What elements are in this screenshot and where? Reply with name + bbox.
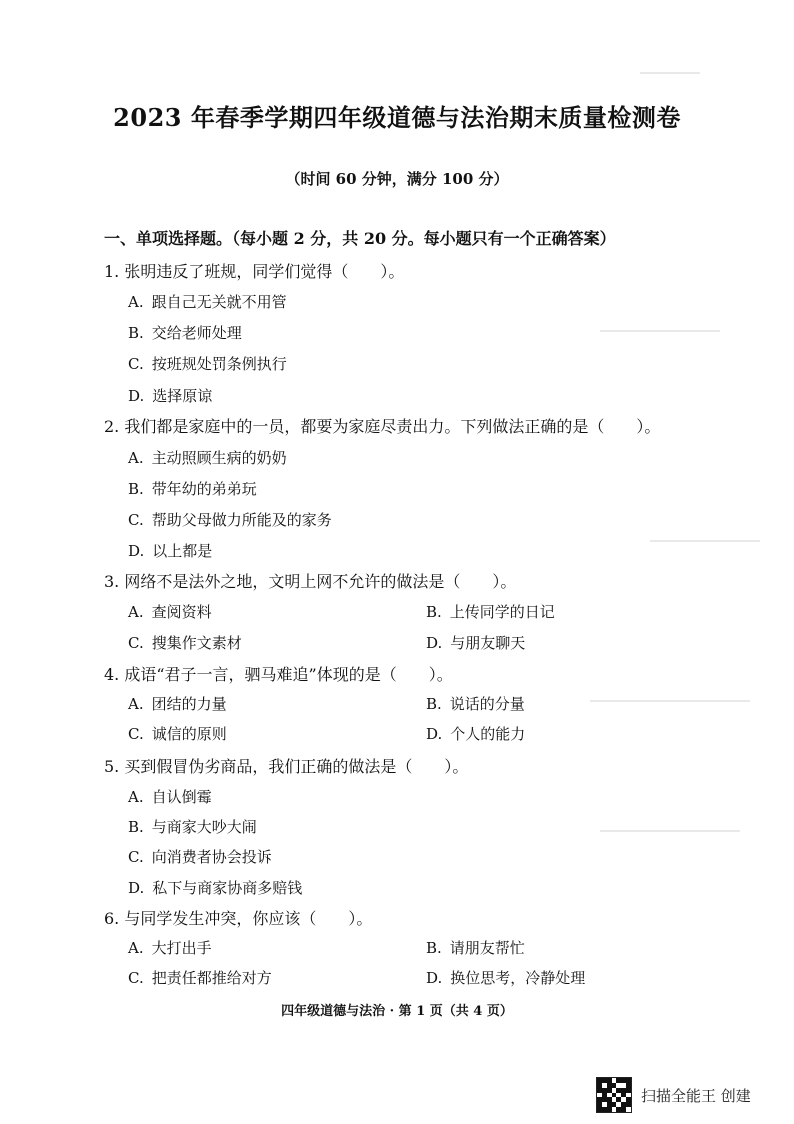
option-c: C. 把责任都推给对方 xyxy=(128,969,272,987)
question-stem: 3. 网络不是法外之地，文明上网不允许的做法是（ ）。 xyxy=(104,572,517,591)
option-b: B. 上传同学的日记 xyxy=(426,603,555,621)
option-d: D. 与朋友聊天 xyxy=(426,634,526,652)
option-b: B. 说话的分量 xyxy=(426,695,525,713)
exam-subtitle: （时间 60 分钟，满分 100 分） xyxy=(285,170,509,188)
question-stem: 4. 成语“君子一言，驷马难追”体现的是（ ）。 xyxy=(104,665,453,684)
option-d: D. 换位思考，冷静处理 xyxy=(426,969,586,987)
question-stem: 5. 买到假冒伪劣商品，我们正确的做法是（ ）。 xyxy=(104,757,469,776)
qr-code-icon xyxy=(596,1077,632,1113)
option-a: A. 跟自己无关就不用管 xyxy=(128,293,287,311)
option-a: A. 团结的力量 xyxy=(128,695,227,713)
option-d: D. 个人的能力 xyxy=(426,725,526,743)
option-c: C. 诚信的原则 xyxy=(128,725,227,743)
bleed-through-mark xyxy=(640,72,700,74)
option-b: B. 与商家大吵大闹 xyxy=(128,818,257,836)
option-a: A. 主动照顾生病的奶奶 xyxy=(128,449,287,467)
option-b: B. 带年幼的弟弟玩 xyxy=(128,480,257,498)
bleed-through-mark xyxy=(590,700,750,702)
option-a: A. 查阅资料 xyxy=(128,603,212,621)
bleed-through-mark xyxy=(600,830,740,832)
option-b: B. 请朋友帮忙 xyxy=(426,939,525,957)
option-c: C. 向消费者协会投诉 xyxy=(128,848,272,866)
bleed-through-mark xyxy=(600,330,720,332)
exam-title: 2023 年春季学期四年级道德与法治期末质量检测卷 xyxy=(113,103,681,132)
question-stem: 6. 与同学发生冲突，你应该（ ）。 xyxy=(104,909,373,928)
bleed-through-mark xyxy=(650,540,760,542)
scanner-watermark xyxy=(596,1077,751,1113)
question-stem: 1. 张明违反了班规，同学们觉得（ ）。 xyxy=(104,262,405,281)
option-b: B. 交给老师处理 xyxy=(128,324,242,342)
section-heading: 一、单项选择题。（每小题 2 分，共 20 分。每小题只有一个正确答案） xyxy=(104,229,616,248)
option-c: C. 帮助父母做力所能及的家务 xyxy=(128,511,332,529)
option-d: D. 私下与商家协商多赔钱 xyxy=(128,879,303,897)
scanner-label: 扫描全能王 创建 xyxy=(641,1086,751,1105)
option-d: D. 以上都是 xyxy=(128,542,213,560)
option-c: C. 按班规处罚条例执行 xyxy=(128,355,287,373)
page-footer: 四年级道德与法治 · 第 1 页（共 4 页） xyxy=(281,1004,513,1019)
option-a: A. 大打出手 xyxy=(128,939,212,957)
option-a: A. 自认倒霉 xyxy=(128,788,212,806)
option-c: C. 搜集作文素材 xyxy=(128,634,242,652)
option-d: D. 选择原谅 xyxy=(128,387,213,405)
question-stem: 2. 我们都是家庭中的一员，都要为家庭尽责出力。下列做法正确的是（ ）。 xyxy=(104,417,661,436)
